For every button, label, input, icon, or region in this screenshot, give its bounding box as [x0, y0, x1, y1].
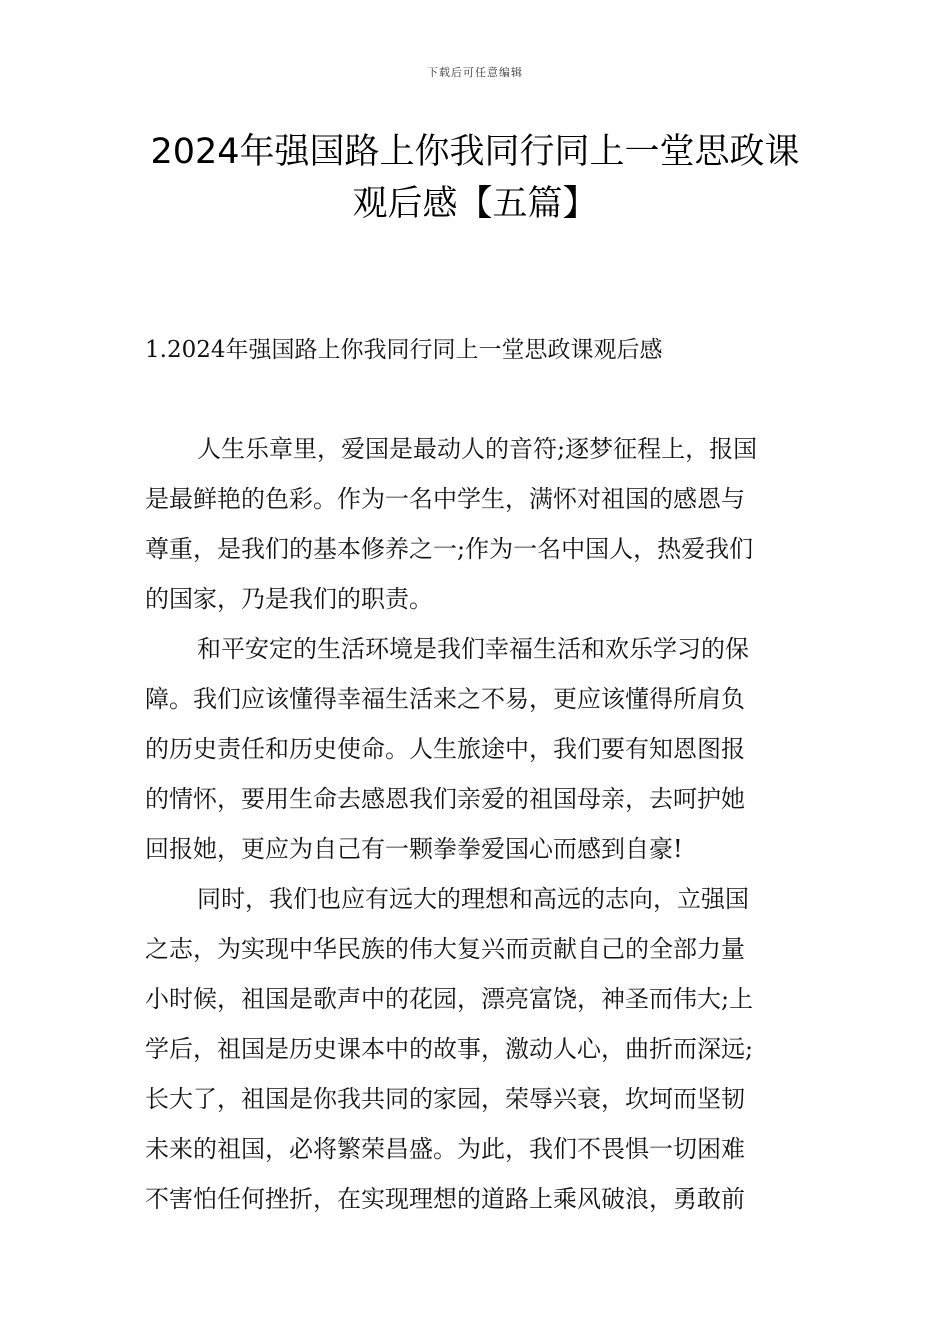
paragraph-3-line: 小时候，祖国是歌声中的花园，漂亮富饶，神圣而伟大;上	[145, 985, 754, 1013]
paragraph-3-line: 未来的祖国，必将繁荣昌盛。为此，我们不畏惧一切困难	[145, 1135, 745, 1163]
paragraph-1-line: 尊重，是我们的基本修养之一;作为一名中国人，热爱我们	[145, 535, 754, 563]
paragraph-3-line: 学后，祖国是历史课本中的故事，激动人心，曲折而深远;	[145, 1035, 754, 1063]
document-title-line-1: 2024年强国路上你我同行同上一堂思政课	[150, 132, 800, 172]
header-note: 下载后可任意编辑	[427, 66, 523, 79]
paragraph-2-line: 的情怀，要用生命去感恩我们亲爱的祖国母亲，去呵护她	[145, 785, 745, 813]
paragraph-2-line: 障。我们应该懂得幸福生活来之不易，更应该懂得所肩负	[145, 685, 745, 713]
paragraph-2-line: 的历史责任和历史使命。人生旅途中，我们要有知恩图报	[145, 735, 745, 763]
paragraph-1-line: 的国家，乃是我们的职责。	[145, 585, 433, 613]
paragraph-2-line: 和平安定的生活环境是我们幸福生活和欢乐学习的保	[197, 635, 749, 663]
document-title-line-2: 观后感【五篇】	[352, 184, 598, 224]
paragraph-3-line: 之志，为实现中华民族的伟大复兴而贡献自己的全部力量	[145, 935, 745, 963]
document-title	[120, 126, 830, 230]
section-heading: 1.2024年强国路上你我同行同上一堂思政课观后感	[145, 337, 663, 363]
paragraph-3-line: 同时，我们也应有远大的理想和高远的志向，立强国	[197, 885, 749, 913]
paragraph-2-line: 回报她，更应为自己有一颗拳拳爱国心而感到自豪!	[145, 835, 683, 863]
paragraph-1-line: 人生乐章里，爱国是最动人的音符;逐梦征程上，报国	[197, 435, 758, 463]
paragraph-1-line: 是最鲜艳的色彩。作为一名中学生，满怀对祖国的感恩与	[145, 485, 745, 513]
body-text	[145, 424, 810, 1224]
paragraph-3-line: 长大了，祖国是你我共同的家园，荣辱兴衰，坎坷而坚韧	[145, 1085, 745, 1113]
paragraph-3-line: 不害怕任何挫折，在实现理想的道路上乘风破浪，勇敢前	[145, 1185, 745, 1213]
